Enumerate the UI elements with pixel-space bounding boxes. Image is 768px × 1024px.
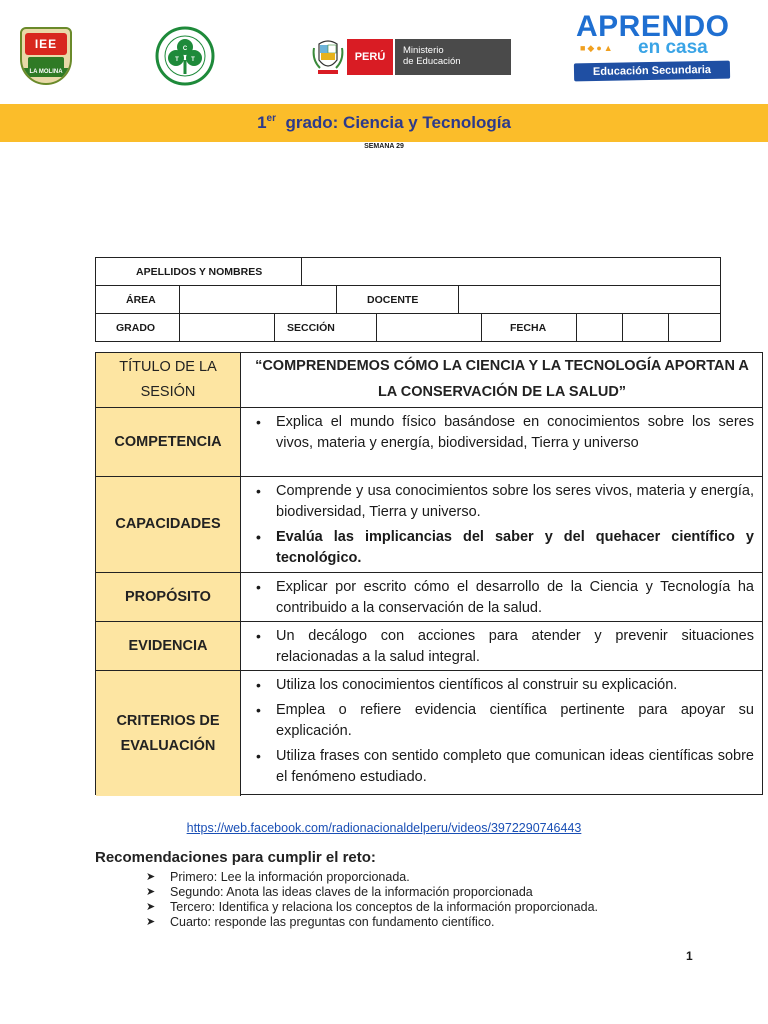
peru-coat-of-arms-icon	[311, 38, 345, 76]
aprendo-word: APRENDO	[576, 10, 730, 43]
session-table	[95, 352, 763, 795]
arrow-bullet-icon: ➤	[146, 871, 156, 883]
fecha-month-field[interactable]	[623, 314, 669, 342]
recommendation-item	[146, 885, 726, 900]
svg-text:T: T	[191, 57, 195, 63]
session-row-criterios	[96, 671, 762, 796]
competencia-label: COMPETENCIA	[96, 408, 241, 476]
iee-logo-banner: LA MOLINA	[20, 68, 72, 77]
session-row-capacidades	[96, 477, 762, 573]
proposito-item: • Explicar por escrito cómo el desarrollo de la Ciencia y Tecnología ha contribuido a la conservación de la salud.	[250, 577, 754, 619]
aprendo-en-casa-word: en casa	[638, 37, 708, 58]
peru-label: PERÚ	[347, 39, 393, 75]
recommendations-title: Recomendaciones para cumplir el reto:	[95, 849, 376, 866]
arrow-bullet-icon: ➤	[146, 886, 156, 898]
session-title: “COMPRENDEMOS CÓMO LA CIENCIA Y LA TECNOLOGÍA APORTAN A LA CONSERVACIÓN DE LA SALUD”	[255, 358, 749, 400]
apellidos-field[interactable]	[302, 258, 720, 285]
competencia-list	[250, 412, 754, 454]
aprendo-en-casa-logo	[572, 10, 732, 82]
recommendation-item	[146, 900, 726, 915]
criterio-item: • Emplea o refiere evidencia científica pertinente para apoyar su explicación.	[250, 700, 754, 742]
proposito-label: PROPÓSITO	[96, 573, 241, 621]
arrow-bullet-icon: ➤	[146, 901, 156, 913]
title-bar	[0, 104, 768, 142]
student-info-table	[95, 257, 721, 342]
recommendation-text: Tercero: Identifica y relaciona los conceptos de la información proporcionada.	[170, 900, 599, 914]
fecha-year-field[interactable]	[669, 314, 720, 342]
ministry-label	[395, 39, 511, 75]
evidencia-item: • Un decálogo con acciones para atender y prevenir situaciones relacionadas a la salud integral.	[250, 626, 754, 668]
fecha-label: FECHA	[482, 314, 577, 342]
seccion-field[interactable]	[377, 314, 482, 342]
evidencia-label: EVIDENCIA	[96, 622, 241, 670]
info-row-area	[96, 286, 720, 314]
page-title	[0, 113, 768, 133]
capacidades-list	[250, 481, 754, 569]
clover-school-logo	[152, 26, 218, 86]
iee-school-logo	[20, 27, 72, 85]
proposito-list	[250, 577, 754, 619]
arrow-bullet-icon: ➤	[146, 916, 156, 928]
session-row-evidencia	[96, 622, 762, 671]
grade-number: 1	[257, 113, 267, 132]
criterio-item: • Utiliza los conocimientos científicos al construir su explicación.	[250, 675, 754, 696]
ministry-line-2: de Educación	[403, 56, 461, 67]
apellidos-label: APELLIDOS Y NOMBRES	[96, 258, 302, 285]
recommendation-item	[146, 915, 726, 930]
session-row-titulo	[96, 353, 762, 408]
iee-logo-text: IEE	[25, 33, 67, 55]
grade-ordinal: er	[266, 113, 276, 124]
week-label: SEMANA 29	[364, 143, 404, 150]
docente-label: DOCENTE	[337, 286, 459, 313]
criterios-label: CRITERIOS DE EVALUACIÓN	[96, 671, 241, 796]
recommendation-text: Segundo: Anota las ideas claves de la información proporcionada	[170, 885, 533, 899]
evidencia-list	[250, 626, 754, 668]
video-link[interactable]: https://web.facebook.com/radionacionaldelperu/videos/3972290746443	[186, 821, 582, 835]
ministry-line-1: Ministerio	[403, 45, 444, 56]
svg-text:T: T	[175, 57, 179, 63]
capacidades-label: CAPACIDADES	[96, 477, 241, 572]
criterio-item: • Utiliza frases con sentido completo que comunican ideas científicas sobre el fenómeno estudiado.	[250, 746, 754, 788]
info-row-names	[96, 258, 720, 286]
recommendation-text: Cuarto: responde las preguntas con fundamento científico.	[170, 915, 495, 929]
seccion-label: SECCIÓN	[275, 314, 377, 342]
aprendo-dots-icon: ■◆●▲	[580, 43, 615, 53]
criterios-list	[250, 675, 754, 788]
titulo-label: TÍTULO DE LA SESIÓN	[96, 353, 241, 407]
area-label: ÁREA	[96, 286, 180, 313]
capacidad-item: • Comprende y usa conocimientos sobre los seres vivos, materia y energía, biodiversidad, Tierra y universo.	[250, 481, 754, 523]
page-number: 1	[686, 949, 693, 963]
competencia-item: • Explica el mundo físico basándose en conocimientos sobre los seres vivos, materia y energía, biodiversidad, Tierra y universo	[250, 412, 754, 454]
recommendation-text: Primero: Lee la información proporcionada.	[170, 870, 410, 884]
grado-field[interactable]	[180, 314, 275, 342]
clover-icon	[152, 26, 218, 86]
svg-text:C: C	[182, 46, 188, 52]
grado-label: GRADO	[96, 314, 180, 342]
minedu-logo	[311, 38, 511, 76]
info-row-grado	[96, 314, 720, 342]
aprendo-band: Educación Secundaria	[574, 61, 730, 82]
subject-title: grado: Ciencia y Tecnología	[285, 113, 511, 132]
session-row-proposito	[96, 573, 762, 622]
recommendation-item	[146, 870, 726, 885]
session-row-competencia	[96, 408, 762, 477]
recommendations-list	[146, 870, 726, 930]
fecha-day-field[interactable]	[577, 314, 623, 342]
area-field[interactable]	[180, 286, 337, 313]
docente-field[interactable]	[459, 286, 720, 313]
iee-shield-icon	[20, 27, 72, 85]
capacidad-item: • Evalúa las implicancias del saber y del quehacer científico y tecnológico.	[250, 527, 754, 569]
